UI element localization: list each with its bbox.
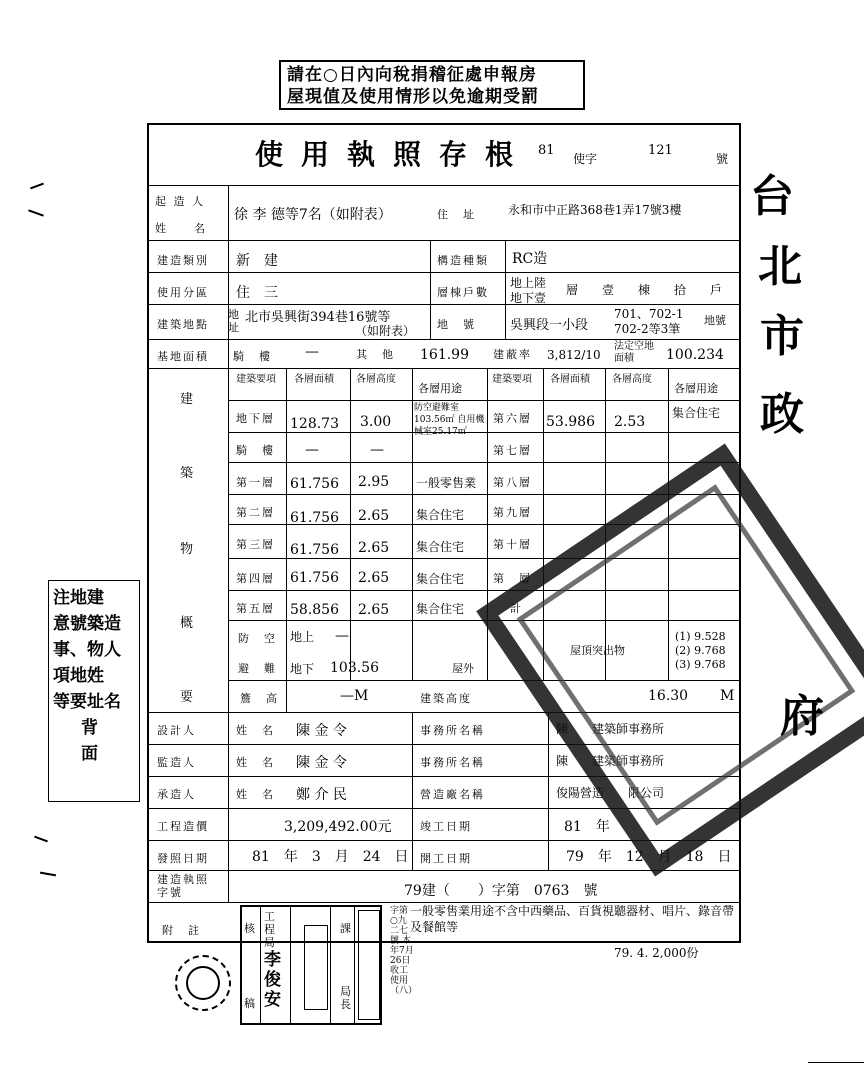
margin-mark [40, 872, 56, 877]
col-height-header: 各層高度 [356, 374, 396, 385]
section-seal [304, 925, 328, 1010]
floor-right-name: 第七層 [493, 444, 532, 457]
lot-section: 吳興段一小段 [510, 318, 589, 333]
floor-left-area: 61.756 [290, 542, 339, 558]
outdoor-label: 屋外 [452, 662, 474, 675]
shelter-below-label: 地下 [290, 662, 315, 676]
building-side-5: 要 [180, 690, 194, 705]
use-zone: 住 三 [236, 285, 278, 301]
approval-dept: 工程局 [264, 910, 275, 949]
eaves-label: 簷 高 [240, 692, 279, 705]
form-code: 79. 4. 2,000份 [614, 946, 699, 960]
margin-mark [28, 209, 44, 216]
notice-stamp [279, 60, 585, 110]
col-height-header-2: 各層高度 [612, 374, 652, 385]
stamp-char: 北 [758, 241, 802, 292]
floor-left-height: 2.65 [358, 508, 390, 524]
shelter-below-value: 103.56 [330, 660, 379, 676]
floor-right-name: 第 層 [493, 572, 532, 585]
floor-left-area: 61.756 [290, 510, 339, 526]
side-note-line: 等要址名 [53, 692, 121, 712]
builder-address: 永和市中正路368巷1弄17號3樓 [508, 203, 682, 217]
side-note-line: 意號築造 [53, 614, 121, 634]
builder-label-1: 起 造 人 [155, 195, 205, 208]
shelter-above-label: 地上 [290, 630, 315, 644]
eaves-value: —M [340, 688, 369, 704]
permit-zi: 使字 [573, 152, 598, 166]
side-note-line: 背 [81, 718, 98, 738]
director-seal [358, 910, 380, 1020]
floor-right-name: 第十層 [493, 538, 532, 551]
approval-label-1: 核 [244, 922, 255, 935]
designer-name-label: 姓 名 [236, 724, 275, 737]
lot-label: 地 號 [437, 318, 476, 331]
lot-numbers-2: 702-2等3筆 [614, 322, 681, 336]
building-side-3: 物 [180, 542, 194, 557]
floor-right-height: 2.53 [614, 414, 646, 430]
side-note-line: 事、物人 [53, 640, 121, 660]
complete-label: 竣工日期 [420, 820, 472, 833]
permit-year: 81 [538, 143, 555, 158]
floor-right-area: 53.986 [546, 414, 595, 430]
floor-left-use: 集合住宅 [416, 508, 465, 522]
area-label: 基地面積 [157, 350, 209, 363]
floor-left-height: 2.65 [358, 570, 390, 586]
supervisor-office-label: 事務所名稱 [420, 756, 485, 769]
approval-director: 局長 [340, 985, 351, 1011]
floor-left-name: 第三層 [236, 538, 275, 551]
floor-left-name: 第一層 [236, 476, 275, 489]
floor-right-name: 第八層 [493, 476, 532, 489]
builder-label-2: 姓 名 [155, 222, 207, 235]
floors-label: 層棟戶數 [437, 286, 489, 299]
designer-label: 設計人 [157, 724, 196, 737]
use-zone-label: 使用分區 [157, 286, 209, 299]
build-type: 新 建 [236, 253, 278, 269]
floor-left-use: 防空避難室103.56㎡ 自用機械室25.17㎡ [414, 403, 485, 437]
floor-left-use: 集合住宅 [416, 602, 465, 616]
start-date: 79 年 12 月 18 日 [566, 849, 732, 865]
side-note-line: 面 [81, 744, 98, 764]
side-note [48, 580, 140, 802]
complete-date: 81 年 [564, 819, 610, 835]
designer-office-label: 事務所名稱 [420, 724, 485, 737]
coverage-label: 建蔽率 [493, 348, 532, 361]
arcade-area: — [305, 344, 319, 360]
issue-label: 發照日期 [157, 852, 209, 865]
roof-value-2: (2) 9.768 [675, 644, 726, 657]
margin-mark [808, 1062, 864, 1063]
margin-mark [30, 183, 44, 190]
approval-person: 李俊安 [264, 950, 281, 1010]
issue-date: 81 年 3 月 24 日 [252, 849, 409, 865]
open-space-value: 100.234 [666, 347, 724, 363]
floor-left-area: 128.73 [290, 416, 339, 432]
coverage-value: 3,812/10 [547, 348, 601, 362]
floors-above: 地上陸 [510, 276, 547, 290]
floor-left-height: 3.00 [360, 414, 392, 430]
contractor-company-label: 營造廠名稱 [420, 788, 485, 801]
floor-right-name: 計 [510, 602, 523, 615]
col-use-header: 各層用途 [418, 382, 462, 395]
col-area-header-2: 各層面積 [550, 374, 590, 385]
site-address: 北市吳興街394巷16號等 [245, 310, 391, 325]
floor-right-name: 第六層 [493, 412, 532, 425]
floor-right-name: 第九層 [493, 506, 532, 519]
build-type-label: 建造類別 [157, 254, 209, 267]
col-floor-header-2: 建築要項 [492, 374, 532, 385]
floor-left-use: 集合住宅 [416, 540, 465, 554]
floor-left-height: 2.65 [358, 540, 390, 556]
roof-value-3: (3) 9.768 [675, 658, 726, 671]
site-label: 建築地點 [157, 318, 209, 331]
site-address-2: （如附表） [355, 324, 416, 338]
notice-line-2: 屋現值及使用情形以免逾期受罰 [287, 87, 539, 107]
floor-left-height: 2.65 [358, 602, 390, 618]
lot-numbers-1: 701、702-1 [614, 307, 684, 321]
col-use-header-2: 各層用途 [674, 382, 718, 395]
cost-value: 3,209,492.00元 [284, 819, 392, 835]
form-title: 使用執照存根 [255, 138, 532, 171]
approval-label-2: 稿 [244, 997, 255, 1010]
shelter-above-value: — [335, 628, 349, 644]
structure-value: RC造 [512, 251, 548, 267]
floors-unit: 層 壹 棟 拾 戶 [566, 283, 723, 297]
lot-suffix: 地號 [704, 314, 726, 327]
start-label: 開工日期 [420, 852, 472, 865]
cost-label: 工程造價 [157, 820, 209, 833]
supervisor-office: 陳 建築師事務所 [556, 754, 665, 768]
other-area: 161.99 [420, 347, 469, 363]
roof-label: 屋頂突出物 [570, 644, 625, 657]
floor-left-area: 58.856 [290, 602, 339, 618]
floor-left-name: 第四層 [236, 572, 275, 585]
round-seal-inner [186, 966, 220, 1000]
building-side-4: 概 [180, 616, 194, 631]
floor-left-name: 第二層 [236, 506, 275, 519]
roof-value-1: (1) 9.528 [675, 630, 726, 643]
floor-left-height: 2.95 [358, 474, 390, 490]
floor-left-use: 一般零售業 [416, 476, 477, 490]
margin-mark [34, 836, 48, 843]
stamp-char: 政 [760, 389, 804, 440]
stamp-char: 市 [760, 311, 804, 362]
height-value: 16.30 [648, 688, 689, 704]
floor-left-area: — [305, 442, 319, 458]
shelter-label-1: 防 空 [238, 632, 277, 645]
permit-hao: 號 [716, 152, 729, 166]
building-side-1: 建 [180, 392, 194, 407]
col-area-header: 各層面積 [294, 374, 334, 385]
floor-left-use: 集合住宅 [416, 572, 465, 586]
floor-right-use: 集合住宅 [672, 406, 721, 420]
supervisor-name: 陳 金 令 [296, 755, 347, 771]
approval-label-3: 課 [340, 922, 351, 935]
contractor-name: 鄭 介 民 [296, 787, 347, 803]
contractor-label: 承造人 [157, 788, 196, 801]
stamp-char: 台 [750, 171, 794, 222]
notice-line-1: 請在○日內向稅捐稽征處申報房 [287, 65, 537, 85]
designer-name: 陳 金 令 [296, 723, 347, 739]
floor-left-area: 61.756 [290, 570, 339, 586]
note-label: 附 註 [162, 924, 201, 937]
floor-left-name: 騎 樓 [236, 444, 275, 457]
building-side-2: 築 [180, 466, 194, 481]
floors-below: 地下壹 [510, 291, 547, 305]
site-addr-label: 地址 [228, 308, 239, 334]
permit-no-value: 79建（ ）字第 0763 號 [404, 883, 598, 899]
permit-number: 121 [648, 143, 673, 158]
supervisor-label: 監造人 [157, 756, 196, 769]
side-note-line: 注地建 [53, 588, 104, 608]
contractor-company: 俊陽營造 限公司 [556, 786, 665, 800]
height-label: 建築高度 [420, 692, 472, 705]
shelter-label-2: 避 難 [238, 662, 277, 675]
designer-office: 陳 建築師事務所 [556, 722, 665, 736]
arcade-label: 騎 樓 [233, 350, 272, 363]
side-note-line: 項地姓 [53, 666, 104, 686]
stamp-char: 府 [780, 691, 824, 742]
structure-label: 構造種類 [437, 254, 489, 267]
col-floor-header: 建築要項 [236, 374, 276, 385]
contractor-name-label: 姓 名 [236, 788, 275, 801]
floor-left-name: 地下層 [236, 412, 275, 425]
permit-no-label: 建造執照字號 [157, 873, 209, 899]
open-space-label: 法定空地面積 [614, 341, 654, 364]
address-label: 住 址 [437, 208, 476, 221]
date-stamp: 字第○九二七號 本年7月26日收工使用（八） [390, 906, 418, 996]
floor-left-height: — [370, 442, 384, 458]
builder-name: 徐 李 德等7名（如附表） [234, 207, 392, 223]
other-label: 其 他 [356, 348, 395, 361]
supervisor-name-label: 姓 名 [236, 756, 275, 769]
note-text: 一般零售業用途不含中西藥品、百貨視聽器材、唱片、錄音帶及餐館等 [410, 904, 735, 934]
floor-left-name: 第五層 [236, 602, 275, 615]
floor-left-area: 61.756 [290, 476, 339, 492]
height-unit: M [720, 688, 735, 704]
